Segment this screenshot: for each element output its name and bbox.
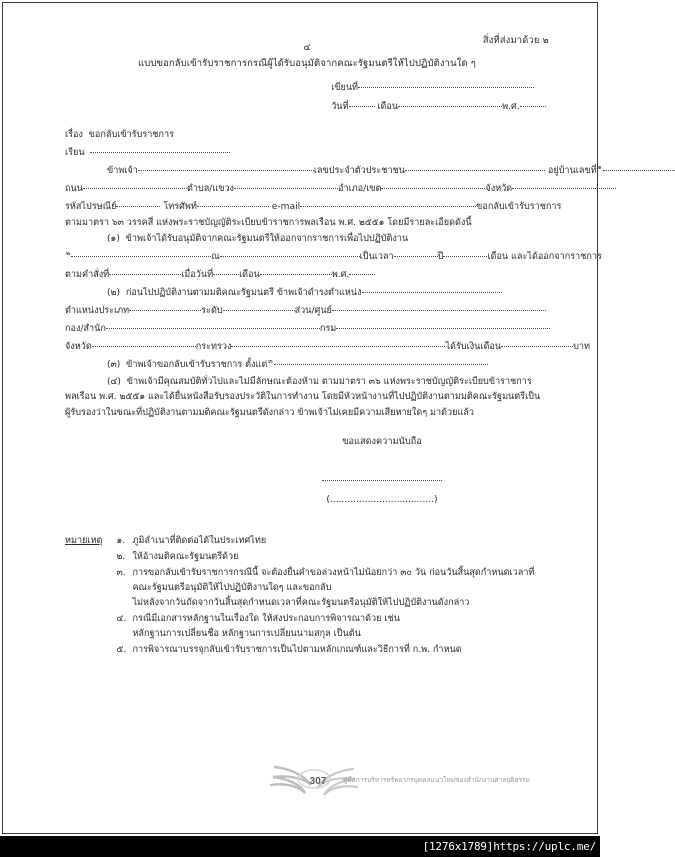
item2-division-field xyxy=(106,320,320,329)
item2-salary-label: ได้รับเงินเดือน xyxy=(445,341,502,352)
note-number: ๓. xyxy=(116,567,126,578)
item1-order-field xyxy=(109,266,181,275)
district-label: อำเภอ/เขต xyxy=(338,184,382,195)
note-item xyxy=(116,566,549,611)
item2-province-row xyxy=(65,338,590,355)
attachment-label: สิ่งที่ส่งมาด้วย ๒ xyxy=(482,35,549,46)
item1-years-field xyxy=(394,248,438,257)
item1-when-year-field xyxy=(349,266,375,275)
closing-regards: ขอแสดงความนับถือ xyxy=(342,436,422,448)
to-row xyxy=(65,144,549,161)
house-no-field xyxy=(603,162,675,171)
note-subtext: ไม่หลังจากวันถัดจากวันสิ้นสุดกำหนดเวลาที่คณะรัฐมนตรีอนุมัติให้ไปปฏิบัติงานดังกล่าว xyxy=(132,598,470,609)
month-field xyxy=(398,98,502,107)
year-field xyxy=(520,98,546,107)
date-field xyxy=(349,98,375,107)
written-at-block xyxy=(331,79,549,114)
item1-when-month-field xyxy=(260,266,332,275)
item2-number: (๒) xyxy=(107,288,121,299)
item1-months-field xyxy=(443,248,487,257)
item1-number: (๑) xyxy=(107,234,120,245)
note-subtext: หลักฐานการเปลี่ยนชื่อ หลักฐานการเปลี่ยนนามสกุล เป็นต้น xyxy=(132,629,361,640)
signature-name-paren: (....................................) xyxy=(326,494,438,505)
viewer-status-bar xyxy=(0,836,600,857)
contact-row xyxy=(65,198,562,215)
item3-row xyxy=(65,356,549,373)
note-item xyxy=(116,534,549,549)
national-id-label: เลขประจำตัวประชาชน xyxy=(313,166,405,177)
item3-date-field xyxy=(274,356,488,365)
item1-when-year-label: พ.ศ. xyxy=(331,269,350,280)
national-id-field xyxy=(405,162,545,171)
to-field xyxy=(90,144,230,153)
address-row xyxy=(65,180,549,197)
note-number: ๔. xyxy=(116,614,127,625)
email-field xyxy=(300,198,476,207)
note-number: ๒. xyxy=(116,551,126,562)
item2-postype-label: ตำแหน่งประเภท xyxy=(65,306,130,317)
date-label: วันที่ xyxy=(331,102,349,113)
subdistrict-field xyxy=(234,180,338,189)
document-page xyxy=(2,2,602,834)
note-item xyxy=(116,612,549,642)
page-marker: ๔ xyxy=(303,42,311,54)
signature-line xyxy=(322,472,442,481)
item2-section-field xyxy=(332,302,546,311)
item1-month-label: เดือน xyxy=(487,251,509,262)
item1-when-month-label: เดือน xyxy=(239,269,260,280)
item2-text: ก่อนไปปฏิบัติงานตามมติคณะรัฐมนตรี ข้าพเจ้าดำรงตำแหน่ง xyxy=(125,288,362,299)
item4-text: ข้าพเจ้ามีคุณสมบัติทั่วไปและไม่มีลักษณะต้องห้าม ตามมาตรา ๓๖ แห่งพระราชบัญญัติระเบียบข้าราชการพลเรือน พ.ศ. ๒๕๕๑ และได้ยื่นหนังสือรับรองประวัติในการทำงาน โดยมีหัวหน้างานที่ไปปฏิบัติงานตามมติคณะรัฐมนตรีเป็นผู้รับรองว่าในขณะที่ปฏิบัติงานตามมติคณะรัฐมนตรีดังกล่าว ข้าพเจ้าไม่เคยมีความเสียหายใดๆ มาด้วยแล้ว xyxy=(65,376,541,418)
applicant-name-field xyxy=(138,162,314,171)
to-label: เรียน xyxy=(65,147,85,158)
viewer-url[interactable]: https://uplc.me/ xyxy=(493,840,596,853)
item2-row xyxy=(65,284,549,301)
applicant-label: ข้าพเจ้า xyxy=(107,166,138,177)
page-footer xyxy=(3,763,597,809)
subject-value: ขอกลับเข้ารับราชการ xyxy=(88,129,174,140)
notes-label: หมายเหตุ xyxy=(65,535,103,546)
subject-row xyxy=(65,128,549,143)
note-item xyxy=(116,550,549,565)
item1-footnote: ๒ xyxy=(66,248,71,257)
item2-ministry-field xyxy=(231,338,445,347)
street-label: ถนน xyxy=(65,184,83,195)
item1-place-field xyxy=(220,248,360,257)
item2-section-label: ส่วน/ศูนย์ xyxy=(294,306,332,317)
note-text: ให้อ้างมติคณะรัฐมนตรีด้วย xyxy=(132,551,239,562)
item2-postype-field xyxy=(129,302,201,311)
item1-year-label: ปี xyxy=(437,251,444,262)
document-title: แบบขอกลับเข้ารับราชการกรณีผู้ได้รับอนุมัติจากคณะรัฐมนตรีให้ไปปฏิบัติงานใด ๆ xyxy=(137,58,477,70)
district-field xyxy=(381,180,485,189)
item2-province-label: จังหวัด xyxy=(65,341,92,352)
subdistrict-label: ตำบล/แขวง xyxy=(186,184,234,195)
phone-field xyxy=(197,198,269,207)
year-label: พ.ศ. xyxy=(502,102,520,113)
month-label: เดือน xyxy=(377,102,399,113)
item2-division-label: กอง/สำนัก xyxy=(65,323,106,334)
note-text: การขอกลับเข้ารับราชการกรณีนี้ จะต้องยื่นคำขอล่วงหน้าไม่น้อยกว่า ๓๐ วัน ก่อนวันสิ้นสุดกำหนดเวลาที่คณะรัฐมนตรีอนุมัติให้ไปปฏิบัติงานใดๆ และขอกลับ xyxy=(132,567,535,593)
item2-dept-field xyxy=(336,320,550,329)
request-tail: ขอกลับเข้ารับราชการ xyxy=(476,201,562,212)
written-at-field xyxy=(358,79,534,88)
subject-label: เรื่อง xyxy=(65,129,83,140)
item1-org-field xyxy=(71,248,211,257)
province-field xyxy=(512,180,616,189)
note-number: ๑. xyxy=(116,535,126,546)
note-text: การพิจารณาบรรจุกลับเข้ารับราชการเป็นไปตามหลักเกณฑ์และวิธีการที่ ก.พ. กำหนด xyxy=(132,645,462,656)
item2-division-row xyxy=(65,320,549,337)
email-label: e-mail xyxy=(271,201,301,212)
signature-area xyxy=(65,472,549,507)
item1-order-label: ตามคำสั่งที่ xyxy=(65,269,110,280)
item1-place-row xyxy=(65,248,602,265)
item2-baht-label: บาท xyxy=(573,341,590,352)
notes-list xyxy=(116,534,549,660)
province-label: จังหวัด xyxy=(485,184,513,195)
item2-postype-row xyxy=(65,302,549,319)
item4-row xyxy=(65,375,549,421)
date-row xyxy=(331,98,549,115)
item2-province-field xyxy=(92,338,196,347)
item1-duration-label: เป็นเวลา xyxy=(359,251,394,262)
phone-label: โทรศัพท์ xyxy=(163,201,197,212)
item2-salary-field xyxy=(501,338,573,347)
item2-dept-label: กรม xyxy=(319,323,337,334)
item1-at-label: ณ xyxy=(211,251,220,262)
item1-when-day-field xyxy=(213,266,239,275)
item1-row xyxy=(65,232,549,247)
item1-tail: และได้ออกจากราชการ xyxy=(511,251,602,262)
postcode-field xyxy=(116,198,160,207)
house-no-footnote: ๑ xyxy=(597,163,602,172)
applicant-row xyxy=(65,162,602,179)
image-dimensions: [1276x1789] xyxy=(422,840,494,853)
note-text: กรณีมีเอกสารหลักฐานในเรื่องใด ให้ส่งประกอบการพิจารณาด้วย เช่น xyxy=(132,614,400,625)
note-item xyxy=(116,643,549,658)
item3-footnote: ๓ xyxy=(268,357,273,366)
item2-ministry-label: กระทรวง xyxy=(195,341,232,352)
house-no-label: อยู่บ้านเลขที่ xyxy=(547,166,597,177)
page-number: 307 xyxy=(309,776,327,787)
notes-section xyxy=(65,534,549,660)
item1-text: ข้าพเจ้าได้รับอนุมัติจากคณะรัฐมนตรีให้ออกจากราชการเพื่อไปปฏิบัติงาน xyxy=(125,234,409,245)
item2-level-field xyxy=(223,302,295,311)
item4-number: (๔) xyxy=(107,376,121,387)
item2-position-field xyxy=(362,284,502,293)
item1-order-row xyxy=(65,266,549,283)
written-at-label: เขียนที่ xyxy=(331,83,359,94)
law-reference-row: ตามมาตรา ๖๓ วรรคสี่ แห่งพระราชบัญญัติระเบียบข้าราชการพลเรือน พ.ศ. ๒๕๕๑ โดยมีรายละเอียดดังนี้ xyxy=(65,217,472,228)
item3-text: ข้าพเจ้าขอกลับเข้ารับราชการ ตั้งแต่ xyxy=(126,360,268,371)
note-number: ๕. xyxy=(116,645,127,656)
street-field xyxy=(83,180,187,189)
item1-when-label: เมื่อวันที่ xyxy=(181,269,214,280)
footer-caption: คู่มือการบริหารทรัพยากรบุคคลแนวใหม่ของสำนักงานศาลยุติธรรม xyxy=(343,776,530,784)
document-content xyxy=(65,33,602,659)
postcode-label: รหัสไปรษณีย์ xyxy=(65,201,117,212)
note-text: ภูมิลำเนาที่ติดต่อได้ในประเทศไทย xyxy=(132,535,267,546)
item3-number: (๓) xyxy=(107,360,121,371)
document-sheet xyxy=(3,3,602,833)
item2-level-label: ระดับ xyxy=(201,306,223,317)
written-at-row xyxy=(331,79,549,96)
